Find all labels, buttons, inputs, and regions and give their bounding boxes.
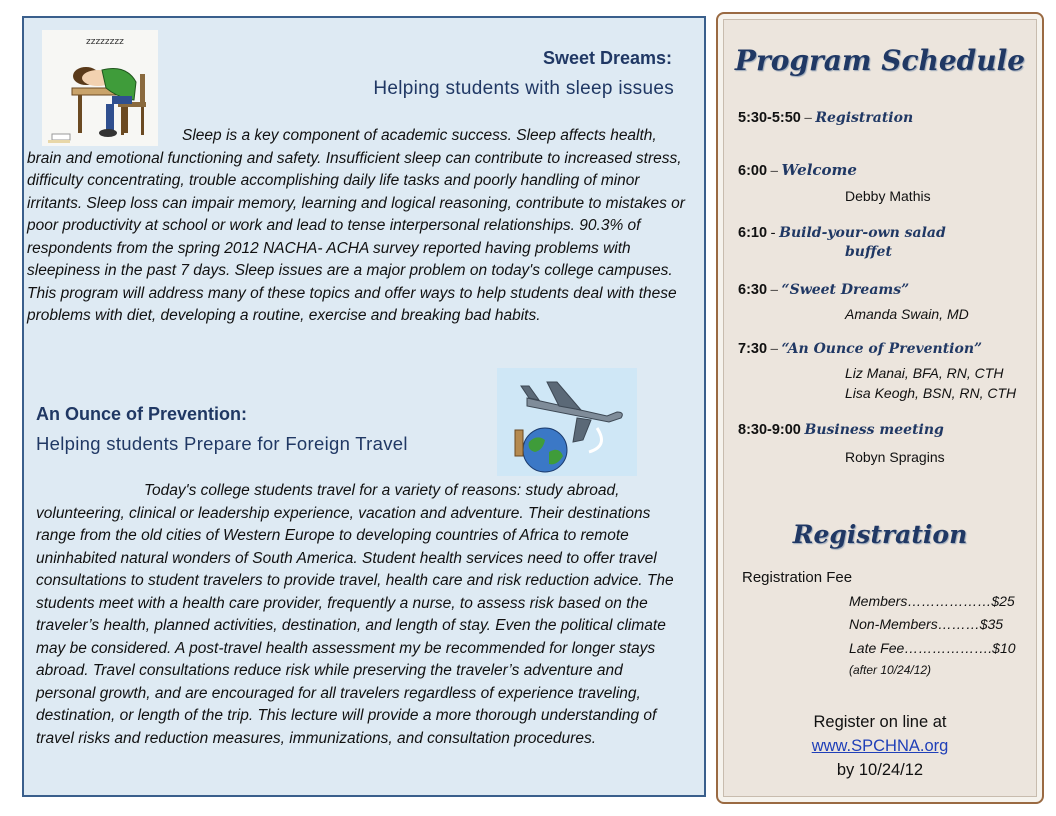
schedule-time: 8:30-9:00 <box>738 422 801 438</box>
schedule-sidebar <box>716 12 1044 804</box>
schedule-time: 6:10 <box>738 225 768 241</box>
program-schedule-heading: Program Schedule <box>734 44 1026 77</box>
schedule-speaker: Debby Mathis <box>845 188 931 204</box>
schedule-item-ounce-of-prevention <box>738 341 982 358</box>
schedule-separator: – <box>767 282 782 298</box>
register-online-block <box>724 710 1036 782</box>
travel-session-subtitle: Helping students Prepare for Foreign Travel <box>36 433 408 454</box>
schedule-item-welcome <box>738 161 857 180</box>
schedule-event: “Sweet Dreams” <box>781 282 910 298</box>
schedule-time: 7:30 <box>738 341 768 357</box>
schedule-time: 6:30 <box>738 282 768 298</box>
sleep-session-subtitle: Helping students with sleep issues <box>373 78 674 99</box>
travel-session-title: An Ounce of Prevention: <box>36 404 248 424</box>
schedule-separator: – <box>767 163 782 179</box>
register-online-text: Register on line at <box>813 713 947 731</box>
schedule-separator: – <box>767 341 782 357</box>
schedule-speaker: Robyn Spragins <box>845 449 945 465</box>
late-fee-note: (after 10/24/12) <box>849 663 932 677</box>
schedule-event: “An Ounce of Prevention” <box>781 341 983 357</box>
schedule-speaker: Amanda Swain, MD <box>845 306 969 322</box>
schedule-speaker: Lisa Keogh, BSN, RN, CTH <box>845 385 1017 401</box>
registration-deadline: by 10/24/12 <box>836 761 924 779</box>
registration-fee-label: Registration Fee <box>742 569 853 586</box>
fee-members: Members………………$25 <box>849 593 1015 609</box>
schedule-time: 6:00 <box>738 163 768 179</box>
schedule-event: Build-your-own salad <box>779 225 946 241</box>
schedule-speaker: Liz Manai, BFA, RN, CTH <box>845 365 1004 381</box>
schedule-item-salad-buffet <box>738 225 946 242</box>
fee-non-members: Non-Members………$35 <box>849 616 1004 632</box>
schedule-event: Welcome <box>781 161 857 179</box>
travel-airplane-image <box>497 368 637 476</box>
travel-session-description: Today's college students travel for a variety of reasons: study abroad, volunteering, clinical or leadership experience, vacation and adventure. Their destinations range from the old cities of Western Europe to developing countries of Africa to remote uninhabited natural wonders of South America. Student health services need to offer travel consultations to student travelers to provide travel, health care and risk reduction advice. The students meet with a health care provider, frequently a nurse, to assess risk based on the traveler’s health, planned activities, destination, and length of stay. Even the political climate may be considered. A post-travel health assessment my be recommended for longer stays abroad. Travel consultations reduce risk while preserving the traveler’s adventure and personal growth, and are encouraged for all travelers regardless of experience traveling, destination, or length of the trip. This lecture will provide a more thorough understanding of travel risks and reduction measures, immunizations, and consultation procedures. <box>36 482 674 747</box>
schedule-separator: – <box>800 110 816 126</box>
schedule-item-registration <box>738 110 913 127</box>
registration-heading: Registration <box>792 520 968 549</box>
fee-late: Late Fee……………….$10 <box>849 640 1016 656</box>
program-description-panel <box>22 16 706 797</box>
schedule-item-business-meeting <box>738 422 944 439</box>
sleep-session-title: Sweet Dreams: <box>542 48 672 68</box>
zzz-text: zzzzzzzz <box>86 37 124 47</box>
schedule-item-sweet-dreams <box>738 282 909 299</box>
schedule-time: 5:30-5:50 <box>738 110 801 126</box>
sleep-session-description: Sleep is a key component of academic success. Sleep affects health, brain and emotional functioning and safety. Insufficient sleep can contribute to increased stress, difficulty concentrating, trouble accomplishing daily life tasks and poorly handling of minor irritants. Sleep loss can impair memory, learning and logical reasoning, contribute to mistakes or poor productivity at school or work and lead to tense interpersonal relationships. 90.3% of respondents from the spring 2012 NACHA- ACHA survey reported having problems with sleepiness in the past 7 days. Sleep issues are a major problem on today's college campuses. This program will address many of these topics and offer ways to help students deal with these problems with diet, developing a routine, exercise and breaking bad habits. <box>27 127 685 324</box>
schedule-event: Registration <box>815 110 914 126</box>
registration-website-link[interactable]: www.SPCHNA.org <box>811 737 949 755</box>
airplane-globe-illustration <box>497 368 637 476</box>
schedule-separator: - <box>767 225 780 241</box>
schedule-sidebar-inner <box>723 19 1037 797</box>
schedule-event-continued: buffet <box>845 244 892 260</box>
schedule-event: Business meeting <box>804 422 944 438</box>
